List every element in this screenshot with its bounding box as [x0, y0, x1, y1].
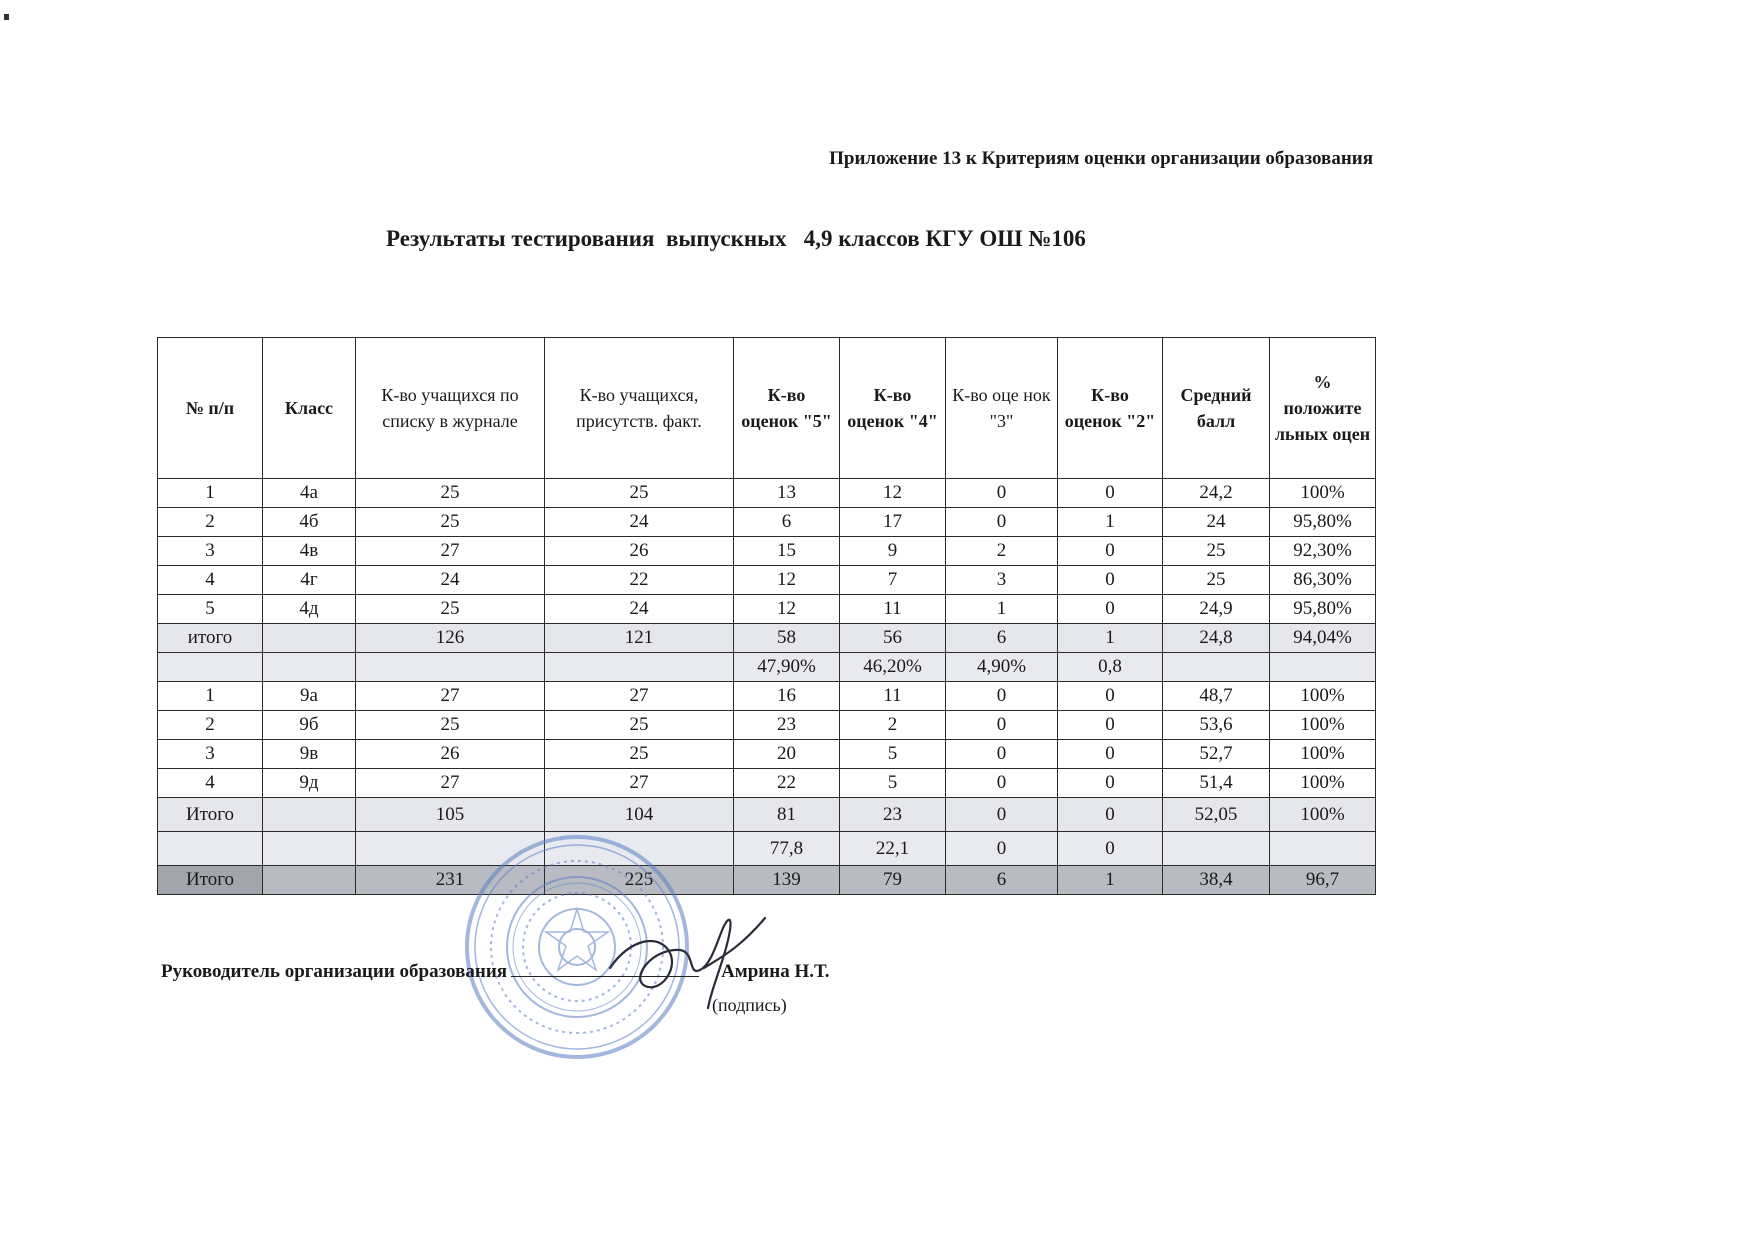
table-cell: 4г	[263, 566, 356, 595]
table-cell	[263, 832, 356, 866]
table-row	[158, 832, 1376, 866]
table-cell: 25	[545, 479, 734, 508]
table-cell: 1	[158, 479, 263, 508]
table-cell: 25	[1163, 537, 1270, 566]
table-cell: 25	[1163, 566, 1270, 595]
table-cell: 104	[545, 798, 734, 832]
table-cell: 24,2	[1163, 479, 1270, 508]
table-row	[158, 624, 1376, 653]
table-cell: 0	[1058, 832, 1163, 866]
table-cell: 26	[545, 537, 734, 566]
table-cell: 96,7	[1270, 866, 1376, 895]
table-cell: 0	[1058, 566, 1163, 595]
table-cell: 51,4	[1163, 769, 1270, 798]
table-row	[158, 740, 1376, 769]
table-cell: 12	[840, 479, 946, 508]
table-cell: 46,20%	[840, 653, 946, 682]
scan-mark	[4, 14, 9, 20]
table-cell: 16	[734, 682, 840, 711]
table-cell: 0	[946, 479, 1058, 508]
table-cell	[158, 832, 263, 866]
table-cell: 100%	[1270, 711, 1376, 740]
table-row	[158, 508, 1376, 537]
table-cell: 25	[356, 508, 545, 537]
header-cell: К-во оце нок "3"	[946, 338, 1058, 479]
table-body	[158, 479, 1376, 895]
table-cell: 6	[946, 866, 1058, 895]
footer-signature-line	[161, 958, 830, 983]
table-cell	[1270, 653, 1376, 682]
table-cell: 0	[1058, 595, 1163, 624]
header-cell: К-во оценок "4"	[840, 338, 946, 479]
table-cell: 105	[356, 798, 545, 832]
document-title: Результаты тестирования выпускных 4,9 классов КГУ ОШ №106	[386, 226, 1086, 251]
director-name: Амрина Н.Т.	[721, 961, 830, 982]
table-cell	[1163, 653, 1270, 682]
table-cell: 4,90%	[946, 653, 1058, 682]
table-row	[158, 769, 1376, 798]
table-cell: 23	[734, 711, 840, 740]
table-cell: 0	[946, 832, 1058, 866]
header-cell: К-во учащихся, присутств. факт.	[545, 338, 734, 479]
table-cell: 13	[734, 479, 840, 508]
table-cell: 100%	[1270, 682, 1376, 711]
table-cell: 24	[545, 595, 734, 624]
table-row	[158, 711, 1376, 740]
table-cell: 95,80%	[1270, 595, 1376, 624]
table-cell: 24	[545, 508, 734, 537]
table-header-row	[158, 338, 1376, 479]
table-cell: 0	[1058, 682, 1163, 711]
table-cell: 100%	[1270, 740, 1376, 769]
table-cell: 126	[356, 624, 545, 653]
table-cell: 53,6	[1163, 711, 1270, 740]
table-cell: 52,05	[1163, 798, 1270, 832]
director-label: Руководитель организации образования	[161, 961, 508, 982]
table-cell: 0	[946, 798, 1058, 832]
header-cell: % положите льных оцен	[1270, 338, 1376, 479]
table-cell: 0	[1058, 479, 1163, 508]
table-cell: 11	[840, 595, 946, 624]
table-cell: 27	[356, 537, 545, 566]
table-cell: 27	[356, 682, 545, 711]
table-cell: 94,04%	[1270, 624, 1376, 653]
table-cell: 27	[545, 682, 734, 711]
table-cell: 12	[734, 595, 840, 624]
table-cell: итого	[158, 624, 263, 653]
table-cell: 22	[734, 769, 840, 798]
table-cell: 47,90%	[734, 653, 840, 682]
table-row	[158, 566, 1376, 595]
table-row	[158, 866, 1376, 895]
table-cell: 4	[158, 769, 263, 798]
table-cell: 0	[1058, 537, 1163, 566]
header-cell: Средний балл	[1163, 338, 1270, 479]
table-cell: 0	[946, 711, 1058, 740]
table-cell	[356, 653, 545, 682]
table-cell: 1	[1058, 624, 1163, 653]
appendix-note: Приложение 13 к Критериям оценки организации образования	[829, 148, 1373, 169]
table-cell: 100%	[1270, 798, 1376, 832]
table-cell: 0	[1058, 769, 1163, 798]
table-cell: Итого	[158, 866, 263, 895]
table-row	[158, 798, 1376, 832]
table-cell: 225	[545, 866, 734, 895]
table-cell: 9б	[263, 711, 356, 740]
table-cell: 3	[158, 537, 263, 566]
table-cell: 12	[734, 566, 840, 595]
table-cell: 22,1	[840, 832, 946, 866]
signature-caption: (подпись)	[712, 995, 787, 1015]
table-cell: 3	[158, 740, 263, 769]
table-cell: 77,8	[734, 832, 840, 866]
table-cell: 121	[545, 624, 734, 653]
signature-blank	[511, 958, 699, 977]
table-cell: 81	[734, 798, 840, 832]
table-cell: 25	[356, 479, 545, 508]
table-cell: 5	[840, 740, 946, 769]
table-cell	[263, 624, 356, 653]
table-cell: 20	[734, 740, 840, 769]
table-cell: 86,30%	[1270, 566, 1376, 595]
table-cell: 2	[946, 537, 1058, 566]
table-cell: 6	[946, 624, 1058, 653]
header-cell: Класс	[263, 338, 356, 479]
table-cell: 92,30%	[1270, 537, 1376, 566]
table-row	[158, 479, 1376, 508]
table-cell: 1	[1058, 866, 1163, 895]
table-cell: 3	[946, 566, 1058, 595]
table-cell: 27	[356, 769, 545, 798]
table-cell: 24	[356, 566, 545, 595]
table-cell: 27	[545, 769, 734, 798]
table-row	[158, 682, 1376, 711]
table-cell: Итого	[158, 798, 263, 832]
table-cell: 0	[1058, 798, 1163, 832]
table-cell: 58	[734, 624, 840, 653]
table-cell	[158, 653, 263, 682]
table-cell: 139	[734, 866, 840, 895]
table-cell: 17	[840, 508, 946, 537]
table-cell: 0	[1058, 711, 1163, 740]
table-cell: 52,7	[1163, 740, 1270, 769]
table-cell: 2	[840, 711, 946, 740]
table-cell: 25	[545, 711, 734, 740]
table-cell: 25	[356, 711, 545, 740]
table-cell: 4а	[263, 479, 356, 508]
table-row	[158, 595, 1376, 624]
table-cell: 48,7	[1163, 682, 1270, 711]
table-cell: 2	[158, 508, 263, 537]
table-cell: 23	[840, 798, 946, 832]
table-cell: 11	[840, 682, 946, 711]
table-row	[158, 653, 1376, 682]
table-cell	[263, 866, 356, 895]
table-cell: 24,8	[1163, 624, 1270, 653]
table-cell: 0	[946, 508, 1058, 537]
table-cell: 25	[356, 595, 545, 624]
table-cell: 1	[1058, 508, 1163, 537]
table-cell: 4	[158, 566, 263, 595]
table-cell: 9д	[263, 769, 356, 798]
table-cell: 1	[158, 682, 263, 711]
table-cell: 0	[946, 769, 1058, 798]
table-row	[158, 537, 1376, 566]
table-cell	[545, 653, 734, 682]
table-cell: 6	[734, 508, 840, 537]
table-cell: 7	[840, 566, 946, 595]
table-cell: 5	[840, 769, 946, 798]
table-cell: 4д	[263, 595, 356, 624]
table-cell: 15	[734, 537, 840, 566]
table-cell: 100%	[1270, 769, 1376, 798]
table-cell	[1163, 832, 1270, 866]
table-cell: 100%	[1270, 479, 1376, 508]
table-cell: 56	[840, 624, 946, 653]
table-cell: 2	[158, 711, 263, 740]
results-table	[157, 337, 1376, 895]
table-cell: 22	[545, 566, 734, 595]
table-cell: 9	[840, 537, 946, 566]
table-cell: 0	[1058, 740, 1163, 769]
table-cell: 1	[946, 595, 1058, 624]
header-cell: № п/п	[158, 338, 263, 479]
table-cell: 24,9	[1163, 595, 1270, 624]
header-cell: К-во оценок "2"	[1058, 338, 1163, 479]
table-cell: 5	[158, 595, 263, 624]
table-cell: 0,8	[1058, 653, 1163, 682]
table-cell: 4б	[263, 508, 356, 537]
table-cell: 0	[946, 682, 1058, 711]
table-cell: 9а	[263, 682, 356, 711]
header-cell: К-во учащихся по списку в журнале	[356, 338, 545, 479]
table-cell: 0	[946, 740, 1058, 769]
table-cell: 26	[356, 740, 545, 769]
table-cell	[1270, 832, 1376, 866]
table-cell: 9в	[263, 740, 356, 769]
header-cell: К-во оценок "5"	[734, 338, 840, 479]
table-cell	[263, 798, 356, 832]
table-cell	[263, 653, 356, 682]
table-cell: 231	[356, 866, 545, 895]
table-cell: 38,4	[1163, 866, 1270, 895]
table-cell: 95,80%	[1270, 508, 1376, 537]
table-cell: 24	[1163, 508, 1270, 537]
table-cell: 25	[545, 740, 734, 769]
table-cell: 4в	[263, 537, 356, 566]
table-cell: 79	[840, 866, 946, 895]
